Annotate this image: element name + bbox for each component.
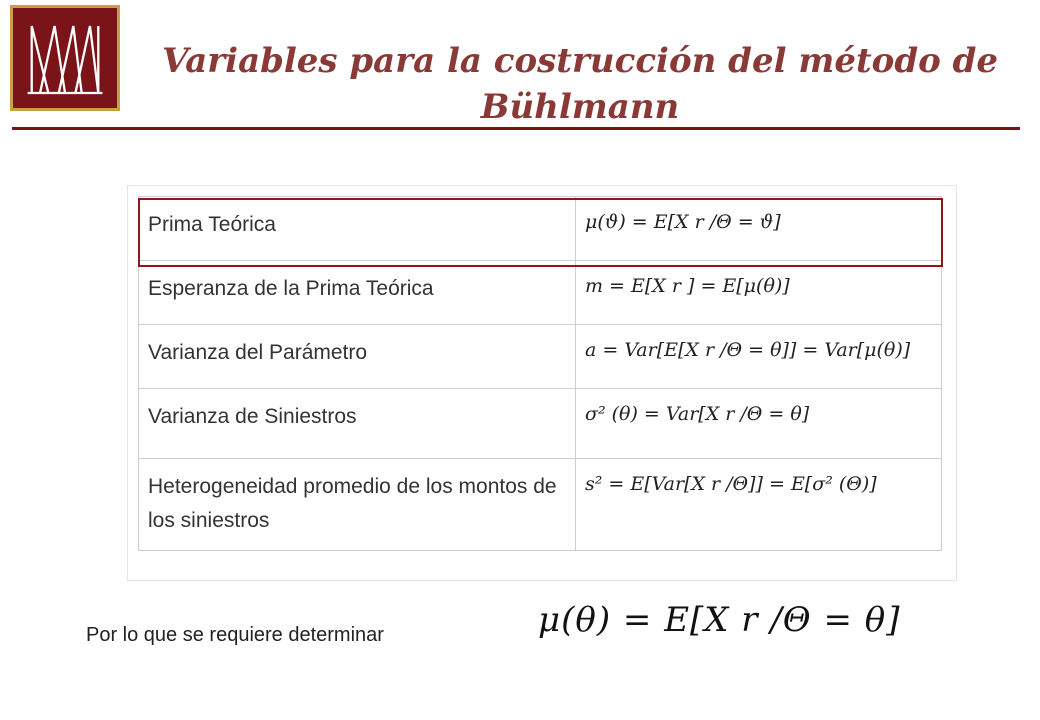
table-row [139, 261, 942, 325]
row-formula: s² = E[Var[X r /Θ]] = E[σ² (Θ)] [576, 459, 942, 551]
footer-formula: μ(θ) = E[X r /Θ = θ] [538, 600, 901, 640]
table-row [139, 389, 942, 459]
table-row [139, 459, 942, 551]
row-formula: a = Var[E[X r /Θ = θ]] = Var[μ(θ)] [576, 325, 942, 389]
table-row [139, 325, 942, 389]
row-label: Esperanza de la Prima Teórica [139, 261, 576, 325]
table-row [139, 197, 942, 261]
mm-monogram-logo-icon [13, 8, 117, 108]
page-title: Variables para la costrucción del método de Bühlmann [161, 41, 999, 127]
logo [10, 5, 120, 111]
row-formula: μ(ϑ) = E[X r /Θ = ϑ] [576, 197, 942, 261]
row-label: Heterogeneidad promedio de los montos de los siniestros [139, 459, 576, 551]
title-divider [12, 127, 1020, 130]
row-formula: m = E[X r ] = E[μ(θ)] [576, 261, 942, 325]
row-formula: σ² (θ) = Var[X r /Θ = θ] [576, 389, 942, 459]
row-label: Prima Teórica [139, 197, 576, 261]
variables-table-panel [128, 186, 956, 580]
variables-table [138, 196, 942, 551]
footer-text: Por lo que se requiere determinar [86, 624, 384, 646]
row-label: Varianza de Siniestros [139, 389, 576, 459]
row-label: Varianza del Parámetro [139, 325, 576, 389]
